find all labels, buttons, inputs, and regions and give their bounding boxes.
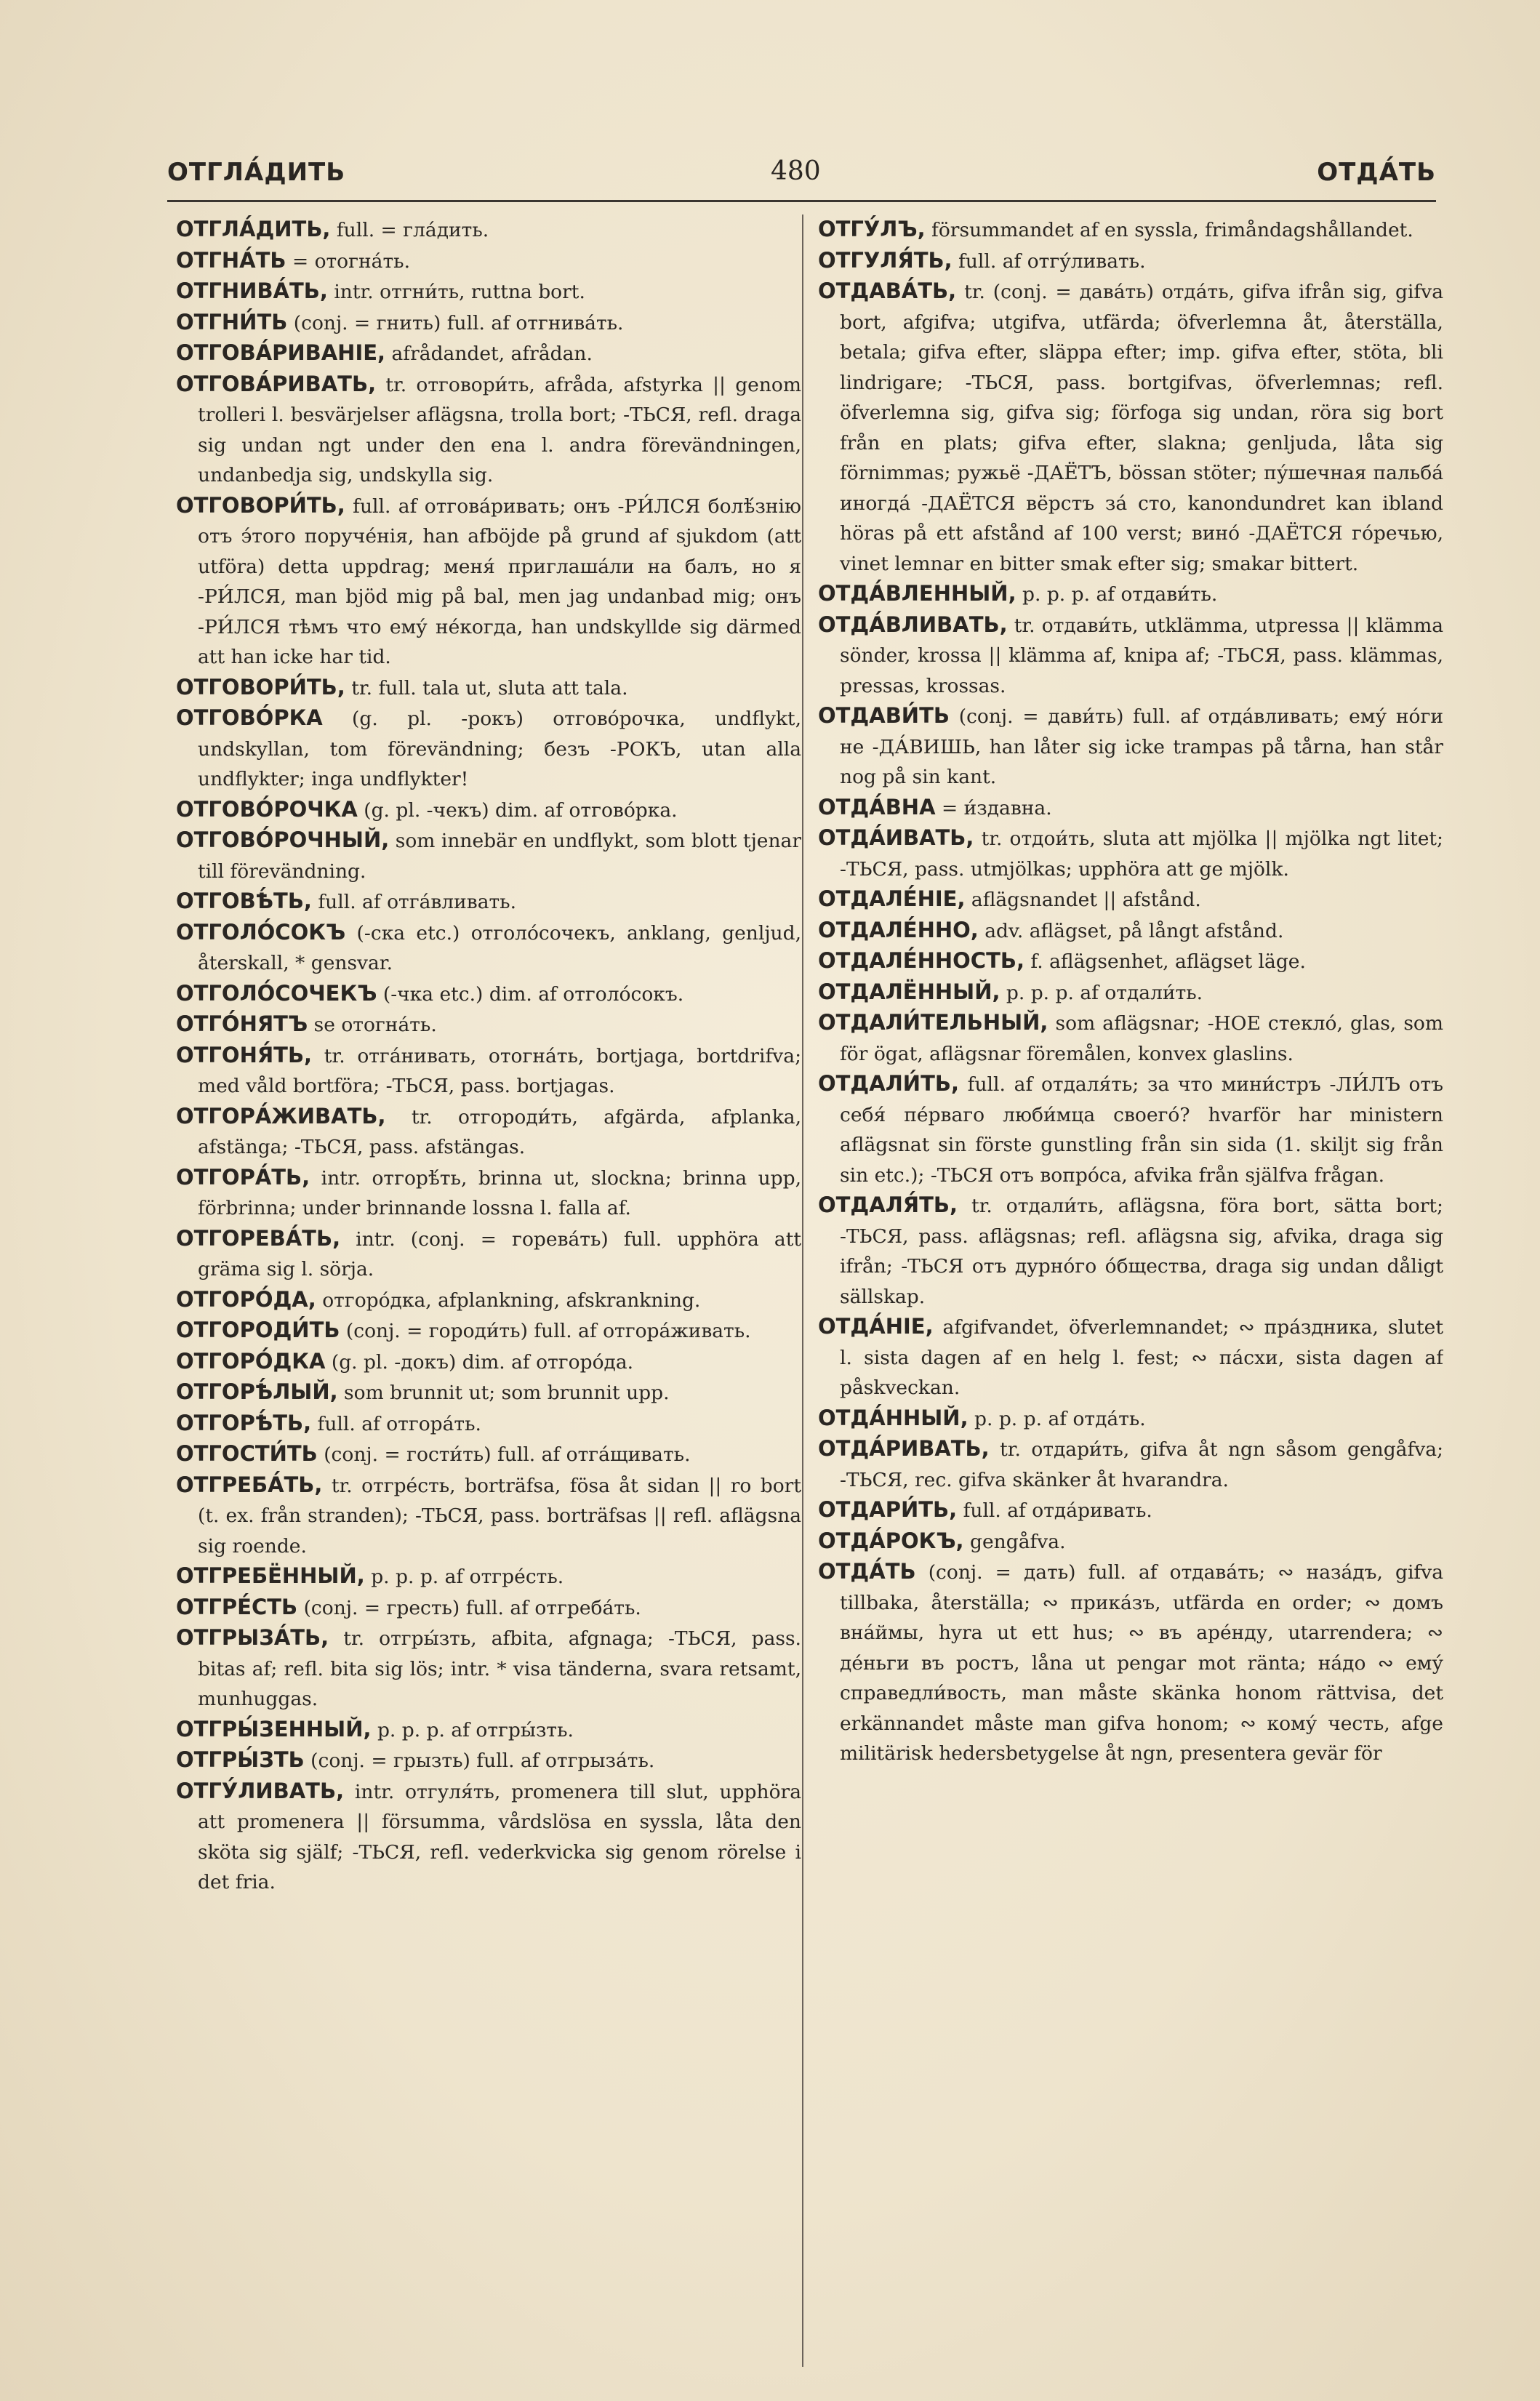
dictionary-entry bbox=[176, 246, 801, 277]
entry-headword: ОТГОВО́РОЧНЫЙ, bbox=[176, 827, 390, 852]
entry-headword: ОТГО́НЯТЪ bbox=[176, 1011, 308, 1036]
dictionary-entry bbox=[176, 1285, 801, 1316]
entry-headword: ОТГОВА́РИВАТЬ, bbox=[176, 371, 377, 396]
entry-headword: ОТГРЫЗА́ТЬ, bbox=[176, 1625, 329, 1650]
entry-definition: intr. отгуля́ть, promenera till slut, upphöra att promenera || försumma, vårdslösa en syssla, låta den sköta sig själf; -ТЬСЯ, refl. vederkvicka sig genom rörelse i det fria. bbox=[198, 1780, 801, 1893]
header-right-guide-word: ОТДА́ТЬ bbox=[1317, 158, 1436, 187]
entry-definition: aflägsnandet || afstånd. bbox=[965, 889, 1201, 911]
dictionary-entry bbox=[176, 795, 801, 826]
entry-definition: (-ска etc.) отголо́сочекъ, anklang, genljud, återskall, * gensvar. bbox=[198, 921, 801, 974]
entry-definition: full. af отгора́ть. bbox=[311, 1412, 481, 1435]
dictionary-entry bbox=[176, 703, 801, 795]
entry-definition: (conj. = гости́ть) full. af отга́щивать. bbox=[317, 1443, 691, 1466]
dictionary-entry bbox=[176, 918, 801, 979]
entry-definition: p. p. p. af отда́ть. bbox=[968, 1407, 1146, 1430]
entry-headword: ОТДАЛЁННЫЙ, bbox=[818, 979, 1000, 1004]
entry-definition: full. = гла́дить. bbox=[330, 219, 489, 241]
dictionary-entry bbox=[176, 1592, 801, 1624]
entry-headword: ОТГОЛО́СОКЪ bbox=[176, 919, 346, 945]
dictionary-entry bbox=[176, 1315, 801, 1347]
entry-headword: ОТГОВО́РКА bbox=[176, 705, 323, 730]
entry-definition: tr. отговори́ть, afråda, afstyrka || genom trolleri l. besvärjelser aflägsna, trolla bort; -ТЬСЯ, refl. draga sig undan ngt under den ena l. andra förevändningen, undanbedja sig, undskylla sig. bbox=[198, 373, 801, 486]
entry-definition: full. af отгу́ливать. bbox=[952, 249, 1146, 273]
entry-headword: ОТГОРА́ЖИВАТЬ, bbox=[176, 1103, 386, 1129]
entry-headword: ОТГОРѢ́ТЬ, bbox=[176, 1410, 312, 1435]
entry-headword: ОТГОРѢ́ЛЫЙ, bbox=[176, 1379, 338, 1404]
entry-headword: ОТГОРОДИ́ТЬ bbox=[176, 1318, 340, 1342]
entry-definition: (conj. = грызть) full. af отгрыза́ть. bbox=[304, 1749, 655, 1772]
entry-definition: p. p. p. af отгры́зть. bbox=[371, 1718, 574, 1741]
entry-definition: full. af отга́вливать. bbox=[311, 891, 517, 913]
entry-headword: ОТГОВА́РИВАНІЕ, bbox=[176, 340, 386, 365]
entry-headword: ОТДАЛЯ́ТЬ, bbox=[818, 1193, 958, 1217]
entry-definition: tr. отгре́сть, borträfsa, fösa åt sidan || ro bort (t. ex. från stranden); -ТЬСЯ, pass. borträfsas || refl. aflägsna sig roende. bbox=[198, 1474, 801, 1558]
entry-headword: ОТГОВО́РОЧКА bbox=[176, 796, 358, 822]
entry-definition: afrådandet, afrådan. bbox=[385, 342, 593, 365]
entry-headword: ОТГУЛЯ́ТЬ, bbox=[818, 247, 953, 273]
entry-headword: ОТДА́НІЕ, bbox=[818, 1314, 934, 1339]
entry-definition: (-чка etc.) dim. af отголо́сокъ. bbox=[377, 982, 684, 1006]
entry-definition: afgifvandet, öfverlemnandet; ∾ пра́здника, slutet l. sista dagen af en helg l. fest; ∾ па́схи, sista dagen af påskveckan. bbox=[840, 1316, 1443, 1399]
dictionary-entry bbox=[818, 1557, 1443, 1769]
entry-headword: ОТГРЕБА́ТЬ, bbox=[176, 1472, 323, 1497]
entry-headword: ОТГРЫ́ЗТЬ bbox=[176, 1747, 305, 1772]
dictionary-entry bbox=[818, 1526, 1443, 1558]
entry-definition: p. p. p. af отдави́ть. bbox=[1016, 583, 1218, 606]
entry-headword: ОТДА́ТЬ bbox=[818, 1559, 916, 1584]
entry-headword: ОТДАЛЕ́ННО, bbox=[818, 917, 979, 942]
dictionary-entry bbox=[176, 338, 801, 369]
dictionary-entry bbox=[818, 1312, 1443, 1403]
entry-headword: ОТДАЛИ́ТЕЛЬНЫЙ, bbox=[818, 1010, 1048, 1035]
dictionary-entry bbox=[176, 825, 801, 886]
dictionary-entry bbox=[818, 946, 1443, 977]
entry-headword: ОТГУ́ЛИВАТЬ, bbox=[176, 1778, 345, 1803]
dictionary-entry bbox=[818, 1495, 1443, 1526]
entry-definition: som brunnit ut; som brunnit upp. bbox=[337, 1382, 670, 1404]
dictionary-entry bbox=[176, 1439, 801, 1470]
dictionary-entry bbox=[176, 1715, 801, 1746]
dictionary-entry bbox=[176, 491, 801, 673]
entry-definition: tr. отдави́ть, utklämma, utpressa || klämma sönder, krossa || klämma af, knipa af; -ТЬСЯ, pass. klämmas, pressas, krossas. bbox=[840, 614, 1443, 697]
dictionary-entry bbox=[176, 1745, 801, 1776]
dictionary-entry bbox=[818, 915, 1443, 947]
entry-definition: (conj. = гресть) full. af отгреба́ть. bbox=[297, 1596, 641, 1619]
entry-headword: ОТДАВИ́ТЬ bbox=[818, 703, 950, 728]
page-header bbox=[167, 149, 1436, 202]
dictionary-entry bbox=[176, 1102, 801, 1163]
entry-headword: ОТГРЕ́СТЬ bbox=[176, 1594, 298, 1619]
entry-headword: ОТДА́ИВАТЬ, bbox=[818, 825, 974, 850]
entry-definition: som aflägsnar; -НОЕ стекло́, glas, som för ögat, aflägsnar föremålen, konvex glaslins. bbox=[840, 1012, 1443, 1065]
entry-headword: ОТГНИ́ТЬ bbox=[176, 309, 288, 334]
entry-definition: adv. aflägset, på långt afstånd. bbox=[978, 919, 1284, 942]
entry-definition: tr. отгры́зть, afbita, afgnaga; -ТЬСЯ, pass. bitas af; refl. bita sig lös; intr. * visa tänderna, svara retsamt, munhuggas. bbox=[198, 1627, 801, 1710]
entry-definition: tr. отгороди́ть, afgärda, afplanka, afstänga; -ТЬСЯ, pass. afstängas. bbox=[198, 1105, 801, 1158]
entry-definition: (conj. = дави́ть) full. af отда́вливать; ему́ но́ги не -ДА́ВИШЬ, han låter sig icke trampas på tårna, han står nog på sin kant. bbox=[840, 705, 1443, 788]
entry-definition: (conj. = дать) full. af отдава́ть; ∾ наза́дъ, gifva tillbaka, återställa; ∾ прика́зъ, utfärda en order; ∾ домъ вна́ймы, hyra ut ett hus; ∾ въ аре́нду, utarrendera; ∾ де́ньги въ ростъ, låna ut pengar mot ränta; на́до ∾ ему́ справедли́вость, man måste skänka honom rättvisa, det erkännandet måste man gifva honom; ∾ кому́ честь, afge militärisk hedersbetygelse åt ngn, presentera gevär för bbox=[840, 1561, 1443, 1765]
dictionary-entry bbox=[176, 1347, 801, 1378]
entry-headword: ОТДАВА́ТЬ, bbox=[818, 278, 957, 303]
entry-definition: tr. отдали́ть, aflägsna, föra bort, sätta bort; -ТЬСЯ, pass. aflägsnas; refl. aflägsna sig, afvika, draga sig ifrån; -ТЬСЯ отъ дурно́го о́бщества, draga sig undan dåligt sällskap. bbox=[840, 1195, 1443, 1308]
entry-headword: ОТГОЛО́СОЧЕКЪ bbox=[176, 980, 377, 1006]
entry-headword: ОТГОНЯ́ТЬ, bbox=[176, 1042, 313, 1067]
entry-definition: tr. отдои́ть, sluta att mjölka || mjölka ngt litet; -ТЬСЯ, pass. utmjölkas; upphöra att ge mjölk. bbox=[840, 827, 1443, 881]
dictionary-entry bbox=[176, 308, 801, 339]
dictionary-entry bbox=[176, 1408, 801, 1440]
entry-definition: intr. (conj. = горева́ть) full. upphöra att gräma sig l. sörja. bbox=[198, 1227, 801, 1280]
dictionary-entry bbox=[818, 884, 1443, 915]
dictionary-entry bbox=[818, 1190, 1443, 1312]
dictionary-entry bbox=[818, 823, 1443, 884]
entry-definition: tr. отдари́ть, gifva åt ngn såsom gengåfva; -ТЬСЯ, rec. gifva skänker åt hvarandra. bbox=[840, 1438, 1443, 1491]
entry-definition: = отогна́ть. bbox=[286, 249, 410, 273]
entry-headword: ОТГЛА́ДИТЬ, bbox=[176, 217, 331, 241]
entry-definition: (g. pl. -рокъ) отгово́рочка, undflykt, undskyllan, tom förevändning; безъ -РОКЪ, utan alla undflykter; inga undflykter! bbox=[198, 708, 801, 790]
entry-headword: ОТГОРА́ТЬ, bbox=[176, 1164, 310, 1190]
dictionary-entry bbox=[818, 1069, 1443, 1190]
header-left-guide-word: ОТГЛА́ДИТЬ bbox=[167, 158, 346, 187]
entry-definition: tr. отга́нивать, отогна́ть, bortjaga, bortdrifva; med våld bortföra; -ТЬСЯ, pass. bortjagas. bbox=[198, 1044, 801, 1097]
entry-definition: (g. pl. -докъ) dim. af отгоро́да. bbox=[325, 1350, 634, 1374]
entry-headword: ОТДА́ВНА bbox=[818, 794, 936, 819]
dictionary-entry bbox=[176, 886, 801, 918]
entry-definition: försummandet af en syssla, frimåndagshållandet. bbox=[925, 219, 1413, 241]
entry-definition: f. aflägsenhet, aflägset läge. bbox=[1024, 950, 1306, 973]
dictionary-entry bbox=[818, 977, 1443, 1009]
dictionary-entry bbox=[176, 276, 801, 308]
dictionary-entry bbox=[818, 1008, 1443, 1069]
entry-headword: ОТГОРЕВА́ТЬ, bbox=[176, 1225, 341, 1251]
entry-headword: ОТГОВОРИ́ТЬ, bbox=[176, 674, 345, 700]
dictionary-entry bbox=[818, 246, 1443, 277]
dictionary-entry bbox=[176, 1224, 801, 1285]
entry-headword: ОТГУ́ЛЪ, bbox=[818, 217, 926, 241]
dictionary-entry bbox=[176, 1163, 801, 1224]
dictionary-entry bbox=[176, 673, 801, 704]
dictionary-entry bbox=[176, 1041, 801, 1102]
page-number: 480 bbox=[771, 156, 821, 186]
entry-definition: gengåfva. bbox=[963, 1530, 1066, 1553]
entry-definition: = и́здавна. bbox=[935, 796, 1052, 819]
dictionary-entry bbox=[818, 215, 1443, 246]
entry-definition: som innebär en undflykt, som blott tjenar till förevändning. bbox=[198, 830, 801, 883]
entry-headword: ОТДАЛЕ́НІЕ, bbox=[818, 886, 966, 911]
entry-definition: p. p. p. af отдали́ть. bbox=[1000, 981, 1203, 1004]
entry-definition: отгоро́дка, afplankning, afskrankning. bbox=[316, 1288, 701, 1312]
entry-headword: ОТДАЛЕ́ННОСТЬ, bbox=[818, 948, 1024, 973]
dictionary-entry bbox=[176, 369, 801, 491]
entry-headword: ОТДА́ВЛИВАТЬ, bbox=[818, 612, 1008, 637]
dictionary-entry bbox=[818, 701, 1443, 793]
entry-headword: ОТДА́РОКЪ, bbox=[818, 1528, 964, 1553]
entry-definition: p. p. p. af отгре́сть. bbox=[364, 1566, 564, 1588]
entry-definition: (g. pl. -чекъ) dim. af отгово́рка. bbox=[357, 798, 678, 822]
entry-headword: ОТГРЫ́ЗЕННЫЙ, bbox=[176, 1716, 372, 1741]
entry-definition: full. af отгова́ривать; онъ -РИ́ЛСЯ болѣ́знію отъ э́того поруче́нія, han afböjde på grund af sjukdom (att utföra) detta uppdrag; меня́ приглаша́ли на балъ, но я -РИ́ЛСЯ, man bjöd mig på bal, men jag undanbad mig; онъ -РИ́ЛСЯ тѣмъ что ему́ не́когда, han undskyllde sig därmed att han icke har tid. bbox=[198, 494, 801, 668]
entry-headword: ОТГОРО́ДА, bbox=[176, 1286, 316, 1312]
entry-headword: ОТГОВѢ́ТЬ, bbox=[176, 889, 312, 913]
entry-definition: full. af отда́ривать. bbox=[957, 1499, 1152, 1522]
entry-headword: ОТДАРИ́ТЬ, bbox=[818, 1497, 958, 1522]
dictionary-entry bbox=[176, 1623, 801, 1715]
entry-headword: ОТДА́ВЛЕННЫЙ, bbox=[818, 581, 1016, 606]
dictionary-entry bbox=[818, 579, 1443, 610]
entry-headword: ОТГРЕБЁННЫЙ, bbox=[176, 1563, 365, 1588]
dictionary-entry bbox=[176, 1561, 801, 1592]
entry-definition: (conj. = гнить) full. af отгнива́ть. bbox=[287, 311, 624, 334]
dictionary-entry bbox=[176, 1009, 801, 1041]
dictionary-entry bbox=[176, 979, 801, 1010]
entry-definition: tr. (conj. = дава́ть) отда́ть, gifva ifrån sig, gifva bort, afgifva; utgifva, utfärda; öfverlemna åt, återställa, betala; gifva efter, släppa efter; imp. gifva efter, stöta, bli lindrigare; -ТЬСЯ, pass. bortgifvas, öfverlemnas; refl. öfverlemna sig, gifva sig; förfoga sig undan, röra sig bort från en plats; gifva efter, slakna; genljuda, låta sig förnimmas; ружьё -ДАЁТЪ, bössan stöter; пу́шечная пальба́ иногда́ -ДАЁТСЯ вёрстъ за́ сто, kanondundret kan ibland höras på ett afstånd af 100 verst; вино́ -ДАЁТСЯ го́речью, vinet lemnar en bitter smak efter sig; smakar bittert. bbox=[840, 281, 1443, 575]
entry-definition: se отогна́ть. bbox=[308, 1014, 437, 1036]
entry-definition: intr. отгни́ть, ruttna bort. bbox=[327, 281, 585, 303]
dictionary-entry bbox=[176, 1776, 801, 1898]
dictionary-entry bbox=[818, 1403, 1443, 1435]
dictionary-entry bbox=[176, 1470, 801, 1562]
entry-definition: intr. отгорѣ́ть, brinna ut, slockna; brinna upp, förbrinna; under brinnande lossna l. falla af. bbox=[198, 1166, 801, 1219]
entry-headword: ОТГОРО́ДКА bbox=[176, 1348, 326, 1374]
dictionary-entry bbox=[818, 1434, 1443, 1495]
right-column bbox=[818, 215, 1443, 2367]
column-divider bbox=[802, 215, 803, 2367]
entry-definition: (conj. = городи́ть) full. af отгора́живать. bbox=[340, 1320, 751, 1342]
entry-headword: ОТДАЛИ́ТЬ, bbox=[818, 1071, 959, 1096]
entry-headword: ОТГНА́ТЬ bbox=[176, 247, 286, 273]
dictionary-entry bbox=[818, 610, 1443, 702]
dictionary-entry bbox=[176, 215, 801, 246]
entry-headword: ОТГНИВА́ТЬ, bbox=[176, 278, 328, 303]
entry-definition: tr. full. tala ut, sluta att tala. bbox=[345, 676, 628, 700]
entry-headword: ОТГОВОРИ́ТЬ, bbox=[176, 492, 345, 518]
left-column bbox=[176, 215, 801, 2367]
entry-headword: ОТДА́РИВАТЬ, bbox=[818, 1436, 990, 1461]
dictionary-entry bbox=[818, 276, 1443, 579]
dictionary-entry bbox=[818, 793, 1443, 824]
dictionary-entry bbox=[176, 1377, 801, 1408]
entry-headword: ОТГОСТИ́ТЬ bbox=[176, 1441, 318, 1466]
entry-definition: full. af отдаля́ть; за что мини́стръ -ЛИ́ЛЪ отъ себя́ пе́рваго люби́мца своего́? hvarför har ministern aflägsnat sin förste gunstling från sin sida (1. skiljt sig från sin etc.); -ТЬСЯ отъ вопро́са, afvika från själfva frågan. bbox=[840, 1073, 1443, 1187]
entry-headword: ОТДА́ННЫЙ, bbox=[818, 1405, 968, 1430]
